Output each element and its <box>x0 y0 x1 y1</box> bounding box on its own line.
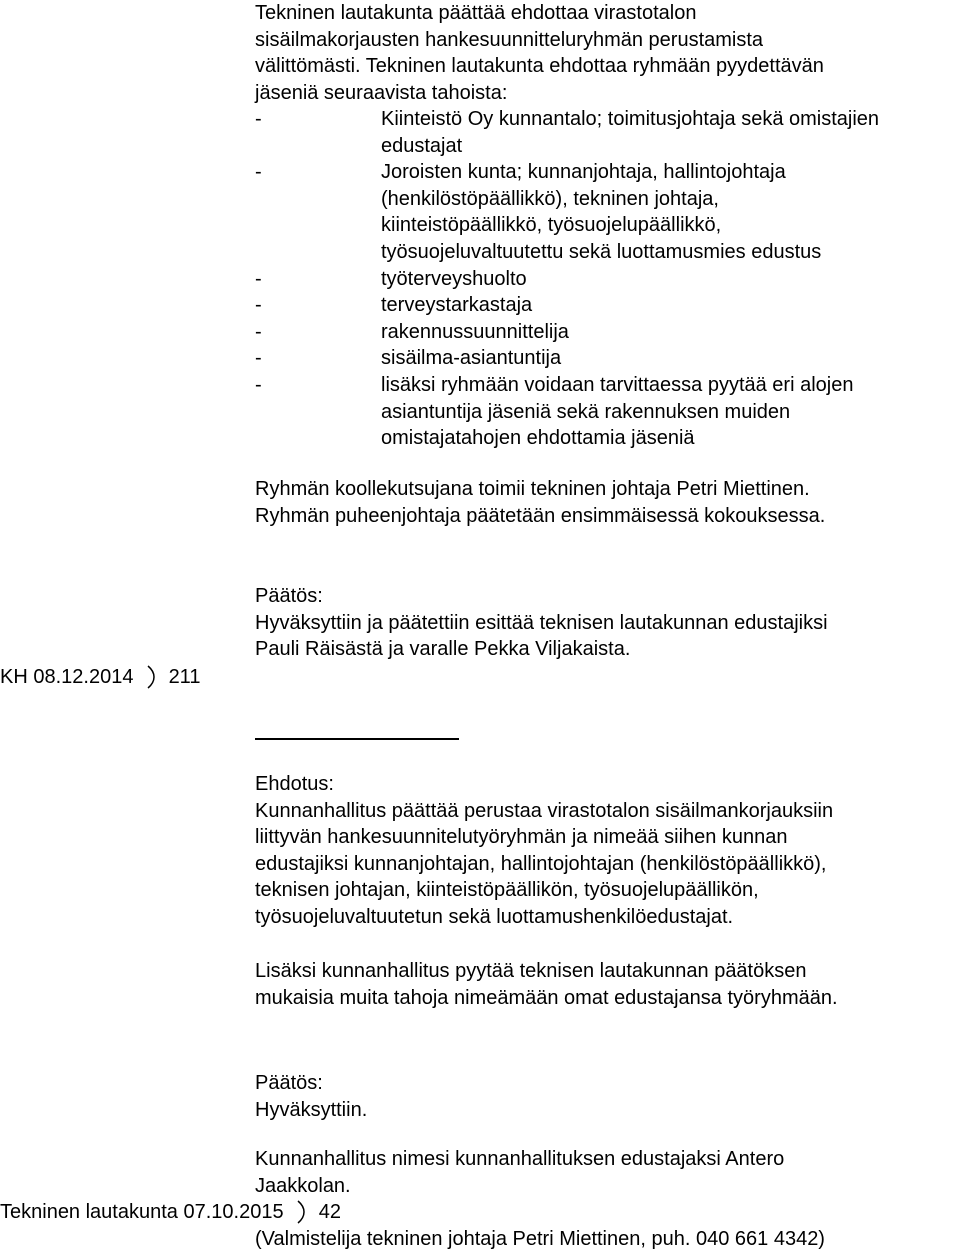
decision-section <box>255 583 828 663</box>
list-item-line: edustajat <box>381 134 463 157</box>
list-dash: - <box>255 267 262 290</box>
proposal-line: mukaisia muita tahoja nimeämään omat edustajansa työryhmään. <box>255 986 838 1009</box>
decision-label: Päätös: <box>255 585 323 607</box>
proposal-line: teknisen johtajan, kiinteistöpäällikön, työsuojelupäällikön, <box>255 879 759 902</box>
list-dash: - <box>255 161 262 184</box>
list-item <box>255 266 879 293</box>
decision-text-line: Hyväksyttiin ja päätettiin esittää teknisen lautakunnan edustajiksi <box>255 611 828 634</box>
list-item-line: Kiinteistö Oy kunnantalo; toimitusjohtaja sekä omistajien <box>381 108 880 130</box>
proposal-line: Lisäksi kunnanhallitus pyytää teknisen lautakunnan päätöksen <box>255 960 807 982</box>
kh-reference-text: KH 08.12.2014 <box>0 666 134 688</box>
intro-line: jäseniä seuraavista tahoista: <box>255 81 508 104</box>
list-item-line: omistajatahojen ehdottamia jäseniä <box>381 427 695 450</box>
list-item-line: työsuojeluvaltuutettu sekä luottamusmies edustus <box>381 240 822 263</box>
list-item-line: rakennussuunnittelija <box>381 320 569 343</box>
kh-reference-number: 211 <box>168 666 201 688</box>
decision-note-line: Kunnanhallitus nimesi kunnanhallituksen edustajaksi Antero <box>255 1148 785 1170</box>
list-item <box>255 372 879 452</box>
list-item-line: Joroisten kunta; kunnanjohtaja, hallintojohtaja <box>381 161 786 184</box>
preparer-line <box>255 1226 825 1253</box>
intro-line: Tekninen lautakunta päättää ehdottaa virastotalon <box>255 2 697 24</box>
list-item-line: terveystarkastaja <box>381 294 533 317</box>
list-item <box>255 106 879 159</box>
list-dash: - <box>255 347 262 370</box>
list-item-line: sisäilma-asiantuntija <box>381 347 562 370</box>
list-item-line: (henkilöstöpäällikkö), tekninen johtaja, <box>381 187 719 210</box>
intro-line: sisäilmakorjausten hankesuunnitteluryhmän perustamista <box>255 28 764 51</box>
intro-paragraph <box>255 0 824 106</box>
list-dash: - <box>255 108 262 130</box>
decision-text: Hyväksyttiin. <box>255 1098 368 1121</box>
list-dash: - <box>255 373 262 396</box>
list-item-line: kiinteistöpäällikkö, työsuojelupäällikkö, <box>381 214 722 237</box>
list-item-line: työterveyshuolto <box>381 267 527 290</box>
preparer-text: (Valmistelija tekninen johtaja Petri Miettinen, puh. 040 661 4342) <box>255 1228 825 1250</box>
section-bracket-icon <box>147 665 155 689</box>
member-list <box>255 106 879 452</box>
section-bracket-icon <box>297 1200 305 1224</box>
group-note-line: Ryhmän puheenjohtaja päätetään ensimmäisessä kokouksessa. <box>255 504 826 527</box>
list-item-line: lisäksi ryhmään voidaan tarvittaessa pyytää eri alojen <box>381 373 854 396</box>
list-item <box>255 345 879 372</box>
tl-reference <box>0 1199 341 1226</box>
proposal-line: työsuojeluvaltuutetun sekä luottamushenkilöedustajat. <box>255 905 734 928</box>
group-note <box>255 476 825 529</box>
proposal-label: Ehdotus: <box>255 773 334 795</box>
proposal-line: liittyvän hankesuunnitelutyöryhmän ja nimeää siihen kunnan <box>255 826 788 849</box>
decision-text-line: Pauli Räisästä ja varalle Pekka Viljakaista. <box>255 638 631 661</box>
list-item-line: asiantuntija jäseniä sekä rakennuksen muiden <box>381 400 791 423</box>
separator-rule <box>255 738 459 740</box>
list-item <box>255 319 879 346</box>
decision-section-2 <box>255 1070 367 1123</box>
group-note-line: Ryhmän koollekutsujana toimii tekninen johtaja Petri Miettinen. <box>255 478 810 500</box>
proposal-paragraph-2 <box>255 958 838 1011</box>
tl-reference-number: 42 <box>318 1201 341 1223</box>
proposal-line: Kunnanhallitus päättää perustaa virastotalon sisäilmankorjauksiin <box>255 799 834 822</box>
list-item <box>255 159 879 265</box>
proposal-section <box>255 771 833 931</box>
decision-note-line: Jaakkolan. <box>255 1174 351 1197</box>
list-item <box>255 292 879 319</box>
list-dash: - <box>255 294 262 317</box>
intro-line: välittömästi. Tekninen lautakunta ehdottaa ryhmään pyydettävän <box>255 55 824 78</box>
decision-label: Päätös: <box>255 1072 323 1094</box>
proposal-line: edustajiksi kunnanjohtajan, hallintojohtajan (henkilöstöpäällikkö), <box>255 852 827 875</box>
decision-note <box>255 1146 784 1199</box>
list-dash: - <box>255 320 262 343</box>
tl-reference-text: Tekninen lautakunta 07.10.2015 <box>0 1201 284 1223</box>
kh-reference <box>0 664 200 691</box>
